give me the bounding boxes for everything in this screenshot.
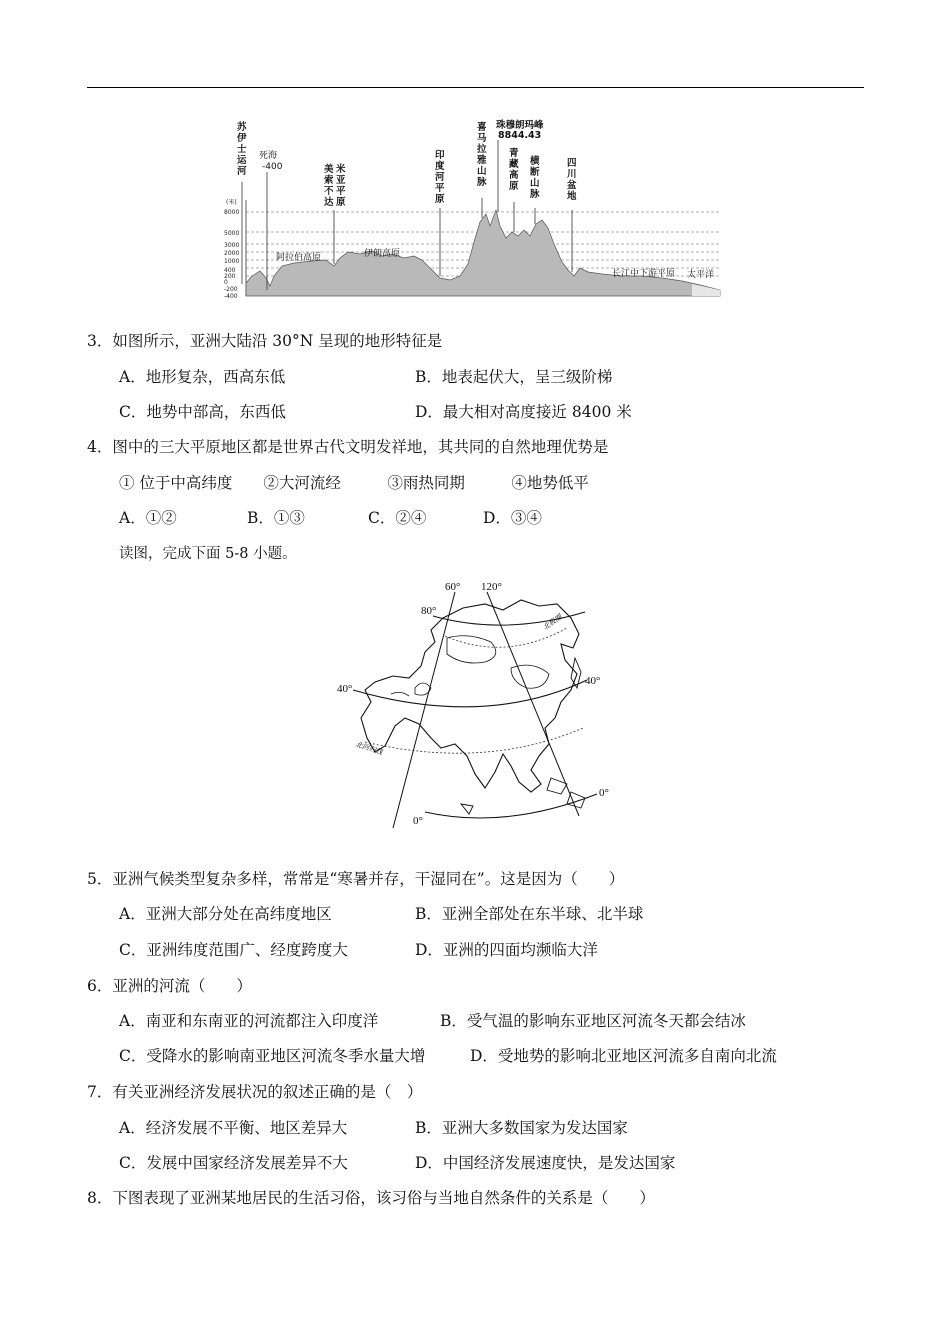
indus-label: 印 度 河 平 原 [435,150,445,205]
y-tick: 5000 [224,230,240,237]
q3-stem: 3．如图所示，亚洲大陆沿 30°N 呈现的地形特征是 [87,332,443,350]
y-tick: -400 [224,293,238,300]
parallel-40 [353,680,587,707]
mesopotamia-label-col1: 米 亚 平 原 [336,164,346,208]
pacific-water [692,284,720,296]
header-rule [87,87,864,88]
tropic-line [365,728,583,753]
q3-option-a[interactable]: A．地形复杂，西高东低 [119,368,286,386]
q4-option-c[interactable]: C．②④ [368,509,427,527]
terrain-profile-figure [222,118,722,302]
tropic-label: 北回归线 [354,740,384,757]
sichuan-label: 四 川 盆 地 [567,158,577,202]
meridian-60 [393,592,455,828]
lat40-left-label: 40° [337,683,353,695]
himalaya-label: 喜 马 拉 雅 山 脉 [477,122,487,188]
pacific-label: 太平洋 [687,270,715,280]
q7-stem: 7．有关亚洲经济发展状况的叙述正确的是（ ） [87,1083,423,1101]
suez-label: 苏 伊 士 运 河 [237,122,247,177]
q7-option-b[interactable]: B．亚洲大多数国家为发达国家 [415,1119,628,1137]
q7-option-c[interactable]: C．发展中国家经济发展差异不大 [119,1154,348,1172]
q7-option-a[interactable]: A．经济发展不平衡、地区差异大 [119,1119,348,1137]
lon120-label: 120° [481,581,502,593]
q6-option-c[interactable]: C．受降水的影响南亚地区河流冬季水量大增 [119,1047,426,1065]
iran-plateau-label: 伊朗高原 [364,249,401,259]
q5-stem: 5．亚洲气候类型复杂多样，常常是“寒暑并存，干湿同在”。这是因为（ ） [87,870,625,888]
q4-items: ① 位于中高纬度 ②大河流经 ③雨热同期 ④地势低平 [119,474,589,492]
equator-right-label: 0° [599,787,609,799]
q3-option-d[interactable]: D．最大相对高度接近 8400 米 [415,403,632,421]
q6-option-a[interactable]: A．南亚和东南亚的河流都注入印度洋 [119,1012,379,1030]
asia-map-figure [335,578,615,830]
q5-option-a[interactable]: A．亚洲大部分处在高纬度地区 [119,905,332,923]
y-tick: 0 [224,279,228,286]
yangtze-plain-label: 长江中下游平原 [612,269,676,279]
y-tick: -200 [224,286,238,293]
tibet-label: 青 藏 高 原 [509,148,519,192]
q4-option-b[interactable]: B．①③ [247,509,305,527]
q6-stem: 6．亚洲的河流（ ） [87,977,252,995]
arctic-circle-label: 北极圈 [541,613,564,632]
q6-option-b[interactable]: B．受气温的影响东亚地区河流冬天都会结冰 [440,1012,746,1030]
lat80-label: 80° [421,605,437,617]
arabian-plateau-label: 阿拉伯高原 [276,253,322,263]
q8-stem: 8．下图表现了亚洲某地居民的生活习俗，该习俗与当地自然条件的关系是（ ） [87,1189,655,1207]
everest-label: 珠穆朗玛峰 8844.43 [496,120,544,141]
q3-option-c[interactable]: C．地势中部高，东西低 [119,403,286,421]
y-tick: 200 [224,273,236,280]
q5-option-c[interactable]: C．亚洲纬度范围广、经度跨度大 [119,941,348,959]
section-intro: 读图，完成下面 5-8 小题。 [119,546,297,562]
y-tick: 2000 [224,250,240,257]
lat40-right-label: 40° [585,675,601,687]
q4-option-a[interactable]: A．①② [119,509,177,527]
lon60-label: 60° [445,581,461,593]
y-tick: 1000 [224,258,240,265]
q4-stem: 4．图中的三大平原地区都是世界古代文明发祥地，其共同的自然地理优势是 [87,438,609,456]
q7-option-d[interactable]: D．中国经济发展速度快，是发达国家 [415,1154,676,1172]
meridian-120 [487,592,579,816]
q6-option-d[interactable]: D．受地势的影响北亚地区河流多自南向北流 [470,1047,777,1065]
q5-option-d[interactable]: D．亚洲的四面均濒临大洋 [415,941,598,959]
y-tick: 3000 [224,242,240,249]
hengduan-label: 横 断 山 脉 [530,156,540,200]
y-tick: 8000 [224,209,240,216]
sri-lanka-island [461,804,473,814]
inland-region [511,665,549,688]
black-sea [391,692,409,696]
q3-option-b[interactable]: B．地表起伏大，呈三级阶梯 [415,368,613,386]
inland-boundary [447,636,496,663]
y-tick: 400 [224,267,236,274]
q5-option-b[interactable]: B．亚洲全部处在东半球、北半球 [415,905,644,923]
dead-sea-label: 死海 -400 [259,151,283,172]
mesopotamia-label-col2: 美 索 不 达 [324,164,334,208]
equator-left-label: 0° [413,815,423,827]
q4-option-d[interactable]: D．③④ [483,509,542,527]
y-unit-label: (米) [226,199,237,206]
